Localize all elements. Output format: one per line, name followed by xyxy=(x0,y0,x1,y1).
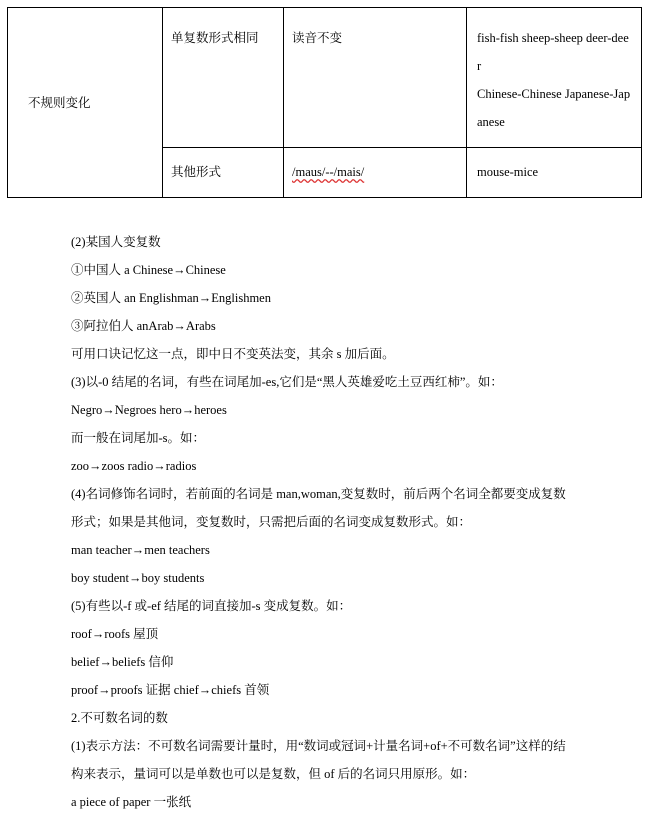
form-cell xyxy=(163,8,284,148)
paragraph-line: roof→roofs 屋顶 xyxy=(71,627,159,641)
paragraph-line: 形式；如果是其他词，变复数时，只需把后面的名词变成复数形式。如： xyxy=(71,515,472,529)
paragraph-line: (1)表示方法：不可数名词需要计量时，用“数词或冠词+计量名词+of+不可数名词”这样的结 xyxy=(71,739,566,753)
form-label: 其他形式 xyxy=(171,165,222,179)
paragraph-line: (2)某国人变复数 xyxy=(71,235,161,249)
paragraph-line: man teacher→men teachers xyxy=(71,543,210,557)
paragraph-line: 2.不可数名词的数 xyxy=(71,711,168,725)
form-cell xyxy=(163,148,284,198)
category-cell xyxy=(8,8,163,198)
paragraph-line: a piece of paper 一张纸 xyxy=(71,795,192,809)
paragraph-line: 而一般在词尾加-s。如： xyxy=(71,431,206,445)
paragraph-line: (4)名词修饰名词时，若前面的名词是 man,woman,变复数时，前后两个名词全都要变成复数 xyxy=(71,487,566,501)
paragraph-line: proof→proofs 证据 chief→chiefs 首领 xyxy=(71,683,270,697)
paragraph-line: zoo→zoos radio→radios xyxy=(71,459,197,473)
example-line: anese xyxy=(477,115,505,129)
pronunciation-cell xyxy=(284,148,467,198)
examples-cell xyxy=(467,148,642,198)
paragraph-line: (5)有些以-f 或-ef 结尾的词直接加-s 变成复数。如： xyxy=(71,599,352,613)
category-label: 不规则变化 xyxy=(28,95,91,110)
paragraph-line: boy student→boy students xyxy=(71,571,205,585)
pronunciation-label: /maus/--/mais/ xyxy=(292,165,365,179)
plural-rules-table xyxy=(7,7,642,198)
form-label: 单复数形式相同 xyxy=(171,31,259,45)
examples-text xyxy=(467,8,641,136)
table-row xyxy=(8,8,642,148)
pronunciation-cell xyxy=(284,8,467,148)
example-line: mouse-mice xyxy=(477,165,539,179)
paragraph-line: ①中国人 a Chinese→Chinese xyxy=(71,263,226,277)
example-line: fish-fish sheep-sheep deer-dee xyxy=(477,31,629,45)
example-line: r xyxy=(477,59,482,73)
paragraph-line: 构来表示，量词可以是单数也可以是复数，但 of 后的名词只用原形。如： xyxy=(71,767,476,781)
paragraph-line: ③阿拉伯人 anArab→Arabs xyxy=(71,319,216,333)
document-body xyxy=(71,228,631,816)
paragraph-line: Negro→Negroes hero→heroes xyxy=(71,403,227,417)
paragraph-line: belief→beliefs 信仰 xyxy=(71,655,174,669)
paragraph-line: 可用口诀记忆这一点，即中日不变英法变，其余 s 加后面。 xyxy=(71,347,395,361)
examples-cell xyxy=(467,8,642,148)
pronunciation-label: 读音不变 xyxy=(292,31,343,45)
paragraph-line: (3)以-0 结尾的名词，有些在词尾加-es,它们是“黑人英雄爱吃土豆西红柿”。如： xyxy=(71,375,503,389)
paragraph-line: ②英国人 an Englishman→Englishmen xyxy=(71,291,271,305)
example-line: Chinese-Chinese Japanese-Jap xyxy=(477,87,631,101)
